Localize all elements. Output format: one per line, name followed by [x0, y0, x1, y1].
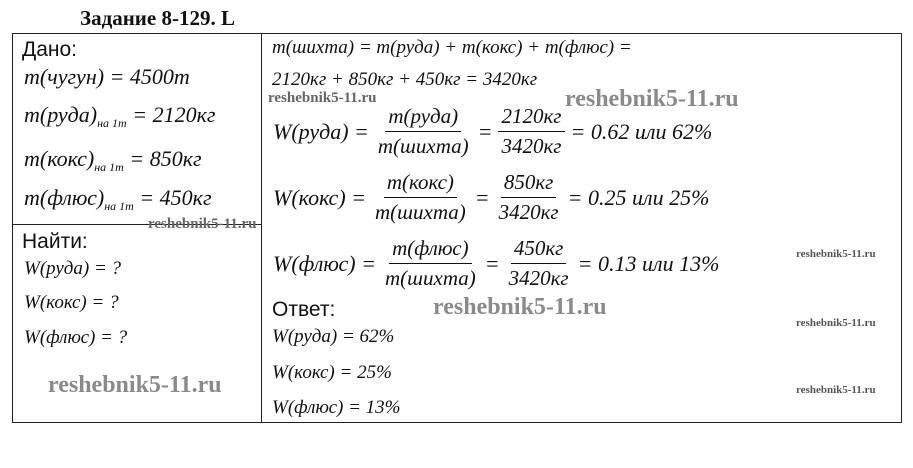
watermark: reshebnik5-11.ru — [48, 372, 222, 398]
find-line-flux: W(флюс) = ? — [24, 327, 128, 348]
given-heading: Дано: — [22, 38, 78, 61]
given-line-ore: $m(руда)_{на 1т} = 2120кг$ — [24, 102, 216, 130]
mass-mixture-formula: m(шихта) = m(руда) + m(кокс) + m(флюс) = — [272, 37, 632, 58]
watermark: reshebnik5-11.ru — [565, 86, 739, 112]
given-line-flux: $m(флюс)_{на 1т} = 450кг$ — [24, 185, 212, 213]
task-title: Задание 8-129. L — [80, 6, 235, 30]
watermark: reshebnik5-11.ru — [268, 90, 377, 106]
mass-mixture-sum: 2120кг + 850кг + 450кг = 3420кг — [272, 69, 538, 90]
fraction-row-flux: W(флюс) = $\frac{\text{m(флюс)}}{\text{m(шихта)}}$ = $\frac{450кг}{3420кг}$ = 0.13 или 13% — [273, 236, 720, 290]
answer-line-ore: W(руда) = 62% — [272, 326, 395, 347]
watermark: reshebnik5-11.ru — [796, 317, 876, 329]
find-heading: Найти: — [22, 230, 88, 253]
answer-line-coke: W(кокс) = 25% — [272, 362, 392, 383]
given-line-coke: $m(кокс)_{на 1т} = 850кг$ — [24, 146, 202, 174]
column-divider — [261, 33, 262, 423]
answer-heading: Ответ: — [272, 298, 336, 321]
fraction-row-coke: W(кокс) = $\frac{\text{m(кокс)}}{\text{m(шихта)}}$ = $\frac{850кг}{3420кг}$ = 0.25 или 25% — [273, 170, 710, 224]
answer-line-flux: W(флюс) = 13% — [272, 397, 401, 418]
fraction-row-ore: W(руда) = $\frac{\text{m(руда)}}{\text{m(шихта)}}$ = $\frac{2120кг}{3420кг}$ = 0.62 или 62% — [273, 104, 713, 158]
watermark: reshebnik5-11.ru — [148, 216, 257, 232]
find-line-coke: W(кокс) = ? — [24, 292, 119, 313]
find-line-ore: W(руда) = ? — [24, 258, 122, 279]
watermark: reshebnik5-11.ru — [796, 248, 876, 260]
watermark: reshebnik5-11.ru — [433, 294, 607, 320]
watermark: reshebnik5-11.ru — [796, 384, 876, 396]
given-line-cast-iron: m(чугун) = 4500т — [24, 64, 190, 89]
solution-table — [12, 33, 902, 423]
